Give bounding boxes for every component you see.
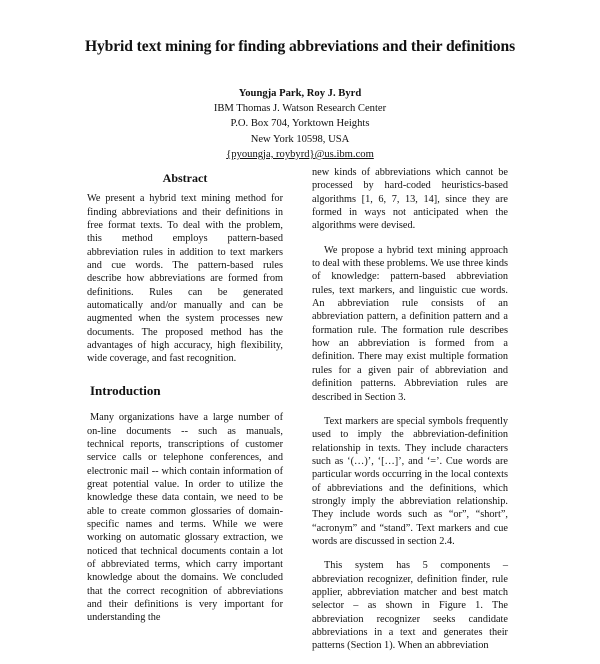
introduction-heading: Introduction <box>90 382 161 398</box>
left-column <box>87 172 283 625</box>
introduction-paragraph: Many organizations have a large number of on-line documents -- such as manuals, technical reports, transcriptions of customer service calls or telephone conferences, and electronic mail -- which contain information of great potential value. In order to utilize the knowledge these data contain, we need to be able to create common glossaries of domain-specific names and terms. While we were working on automatic glossary extraction, we noticed that technical documents contain a lot of abbreviated terms, which carry important knowledge about the domains. We concluded that the correct recognition of abbreviations and their definitions is very important for understanding the <box>87 412 283 624</box>
abstract-text: We present a hybrid text mining method for finding abbreviations and their definitions in free format texts. To deal with the problem, this method employs pattern-based abbreviation rules in addition to text markers and cue words. The pattern-based rules describe how abbreviations are formed from definitions. Rules can be generated automatically and/or manually and can be augmented when the system processes new documents. The proposed method has the advantages of high accuracy, high flexibility, wide coverage, and fast recognition. <box>87 193 283 365</box>
paper-title: Hybrid text mining for finding abbreviations and their definitions <box>84 38 516 55</box>
paragraph-continuation: new kinds of abbreviations which cannot be processed by hard-coded heuristics-based algorithms [1, 6, 7, 13, 14], since they are formed in ways not anticipated when the algorithms were devised. <box>312 167 508 232</box>
abstract-heading: Abstract <box>162 171 208 185</box>
affiliation: IBM Thomas J. Watson Research Center <box>213 103 387 115</box>
paragraph-system-components: This system has 5 components – abbreviation recognizer, definition finder, rule applier, abbreviation matcher and best match selector – as shown in Figure 1. The abbreviation recognizer seeks candidate abbreviations in a text and generates their patterns (Section 1). When an abbreviation <box>312 560 508 652</box>
author-block <box>0 86 600 162</box>
author-email: {pyoungja, roybyrd}@us.ibm.com <box>226 148 374 160</box>
paragraph-hybrid-approach: We propose a hybrid text mining approach to deal with these problems. We use three kinds of knowledge: pattern-based abbreviation rules, text markers, and linguistic cue words. An abbreviation rule consists of an abbreviation pattern, a definition pattern and a formation rule. The formation rule describes how an abbreviation is formed from a definition. There may exist multiple formation rules for a given pair of abbreviation and definition patterns. Abbreviation rules are described in Section 3. <box>312 244 509 403</box>
paragraph-text-markers: Text markers are special symbols frequently used to imply the abbreviation-definition relationship in texts. They include characters such as ‘(…)’, ‘[…]’, and ‘=’. Cue words are particular words occurring in the local contexts of abbreviations and the definitions, which strongly imply the abbreviation relationship. They include words such as “or”, “short”, “acronym” and “stand”. Text markers and cue words are discussed in section 2.4. <box>312 415 508 547</box>
address-line-2: New York 10598, USA <box>250 133 350 145</box>
author-names: Youngja Park, Roy J. Byrd <box>238 88 362 99</box>
address-line-1: P.O. Box 704, Yorktown Heights <box>230 118 370 130</box>
right-column <box>312 166 508 664</box>
abstract-section <box>87 172 283 366</box>
